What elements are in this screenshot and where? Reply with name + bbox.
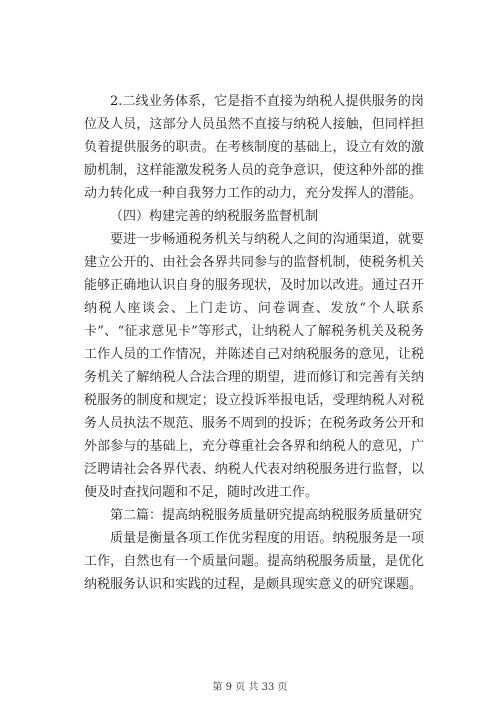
document-body [84, 90, 424, 596]
section-heading-supervision: （四）构建完善的纳税服务监督机制 [110, 209, 319, 224]
chapter-heading-second-article: 第二篇：提高纳税服务质量研究提高纳税服务质量研究 [110, 508, 423, 523]
paragraph-second-line-business: 2.二线业务体系，它是指不直接为纳税人提供服务的岗位及人员，这部分人员虽然不直接与纳税人接触，但同样担负着提供服务的职责。在考核制度的基础上，设立有效的激励机制，这样能激发税务人员的竞争意识，使这种外部的推动力转化成一种自我努力工作的动力，充分发挥人的潜能。 [84, 94, 424, 201]
paragraph-quality-definition: 质量是衡量各项工作优劣程度的用语。纳税服务是一项工作，自然也有一个质量问题。提高纳税服务质量，是优化纳税服务认识和实践的过程，是颇具现实意义的研究课题。 [84, 531, 424, 592]
paragraph-supervision-mechanism: 要进一步畅通税务机关与纳税人之间的沟通渠道，就要建立公开的、由社会各界共同参与的监督机制，使税务机关能够正确地认识自身的服务现状，及时加以改进。通过召开纳税人座谈会、上门走访、问卷调查、发放“个人联系卡”、“征求意见卡”等形式，让纳税人了解税务机关及税务工作人员的工作情况，并陈述自己对纳税服务的意见，让税务机关了解纳税人合法合理的期望，进而修订和完善有关纳税服务的制度和规定；设立投诉举报电话，受理纳税人对税务人员执法不规范、服务不周到的投诉；在税务政务公开和外部参与的基础上，充分尊重社会各界和纳税人的意见，广泛聘请社会各界代表、纳税人代表对纳税服务进行监督，以便及时查找问题和不足，随时改进工作。 [84, 232, 424, 500]
page-footer: 第 9 页 共 33 页 [212, 682, 288, 693]
